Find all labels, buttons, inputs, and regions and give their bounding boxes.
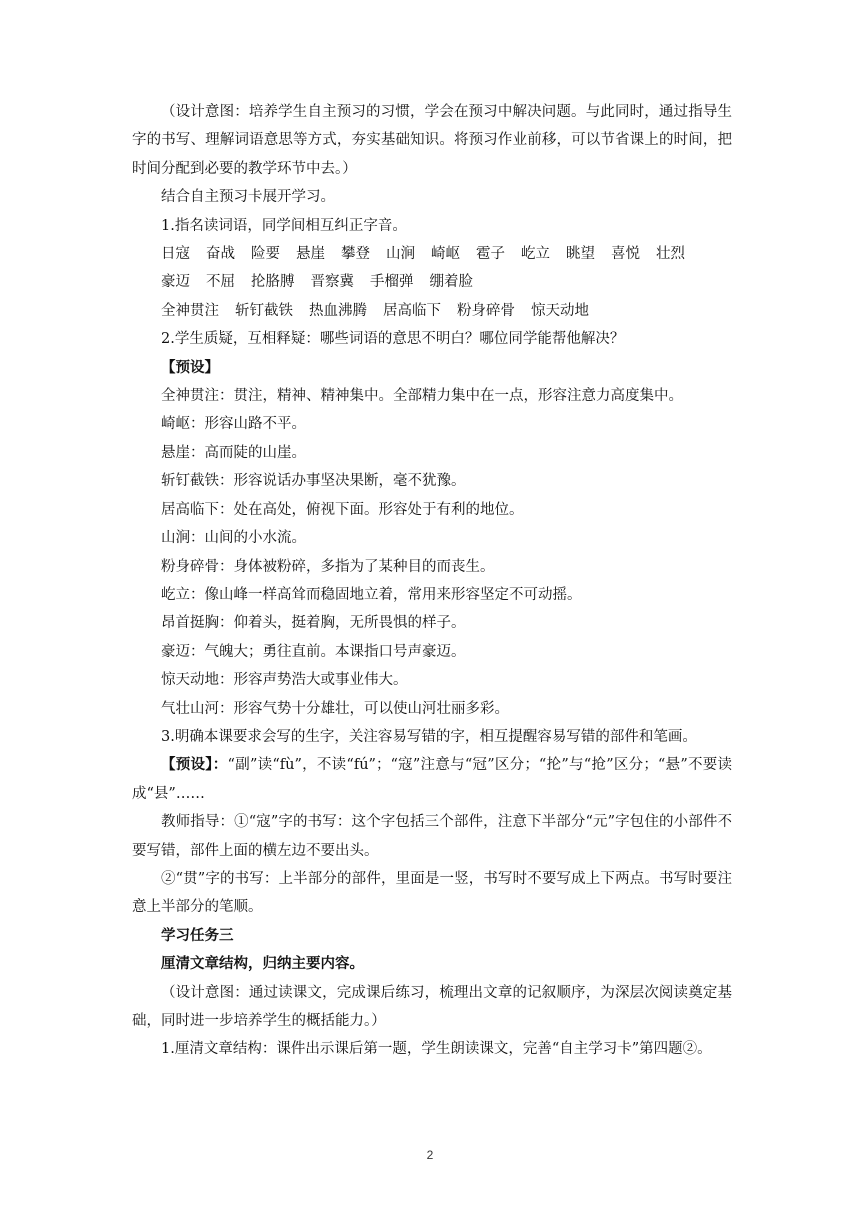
vocabulary-word: 晋察冀 bbox=[310, 274, 354, 291]
task-heading: 学习任务三 bbox=[161, 926, 234, 944]
definition-item: 屹立：像山峰一样高耸而稳固地立着，常用来形容坚定不可动摇。 bbox=[161, 586, 582, 603]
definition-item: 气壮山河：形容气势十分雄壮，可以使山河壮丽多彩。 bbox=[161, 700, 509, 717]
definitions-list bbox=[132, 382, 732, 723]
vocabulary-word: 攀登 bbox=[341, 246, 370, 263]
vocabulary-word: 豪迈 bbox=[161, 274, 190, 291]
vocabulary-word: 居高临下 bbox=[383, 302, 441, 319]
preset-label: 【预设】 bbox=[161, 358, 219, 376]
vocabulary-word: 险要 bbox=[251, 246, 280, 263]
vocabulary-word: 绷着脸 bbox=[429, 274, 473, 291]
vocabulary-word: 抡胳膊 bbox=[251, 274, 295, 291]
vocabulary-word: 眺望 bbox=[566, 246, 595, 263]
vocabulary-word: 热血沸腾 bbox=[309, 302, 367, 319]
vocabulary-word: 日寇 bbox=[161, 246, 190, 263]
definition-item: 山涧：山间的小水流。 bbox=[161, 530, 306, 547]
definition-item: 悬崖：高而陡的山崖。 bbox=[161, 444, 306, 461]
vocabulary-list bbox=[132, 240, 732, 325]
preset2-label: 【预设】： bbox=[161, 756, 228, 774]
definition-item: 粉身碎骨：身体被粉碎，多指为了某种目的而丧生。 bbox=[161, 558, 495, 575]
design-intent-2-paragraph: （设计意图：通过读课文，完成课后练习，梳理出文章的记叙顺序，为深层次阅读奠定基础，同时进一步培养学生的概括能力。） bbox=[132, 984, 732, 1029]
page-number: 2 bbox=[426, 1148, 434, 1162]
vocabulary-word: 不屈 bbox=[206, 274, 235, 291]
design-intent-paragraph: （设计意图：培养学生自主预习的习惯，学会在预习中解决问题。与此同时，通过指导生字的书写、理解词语意思等方式，夯实基础知识。将预习作业前移，可以节省课上的时间，把时间分配到必要的教学环节中去。） bbox=[132, 104, 732, 177]
definition-item: 豪迈：气魄大；勇往直前。本课指口号声豪迈。 bbox=[161, 643, 466, 660]
vocabulary-word: 喜悦 bbox=[611, 246, 640, 263]
vocabulary-word: 奋战 bbox=[206, 246, 235, 263]
preset2-paragraph bbox=[132, 751, 732, 808]
definition-item: 昂首挺胸：仰着头，挺着胸，无所畏惧的样子。 bbox=[161, 615, 466, 632]
vocabulary-word: 壮烈 bbox=[656, 246, 685, 263]
guide2-paragraph: ②“贯”字的书写：上半部分的部件，里面是一竖，书写时不要写成上下两点。书写时要注意上半部分的笔顺。 bbox=[132, 870, 732, 916]
definition-item: 惊天动地：形容声势浩大或事业伟大。 bbox=[161, 672, 408, 689]
definition-item: 崎岖：形容山路不平。 bbox=[161, 416, 306, 433]
vocabulary-word: 崎岖 bbox=[431, 246, 460, 263]
vocabulary-word: 惊天动地 bbox=[531, 302, 589, 319]
vocabulary-word: 悬崖 bbox=[296, 246, 325, 263]
vocabulary-word: 山涧 bbox=[386, 246, 415, 263]
step1-paragraph: 1.指名读词语，同学间相互纠正字音。 bbox=[161, 217, 407, 234]
vocabulary-word: 手榴弹 bbox=[370, 274, 414, 291]
intro-paragraph: 结合自主预习卡展开学习。 bbox=[161, 189, 335, 206]
vocabulary-row bbox=[132, 297, 732, 325]
task-subheading: 厘清文章结构，归纳主要内容。 bbox=[161, 955, 364, 973]
vocabulary-word: 粉身碎骨 bbox=[457, 302, 515, 319]
vocabulary-word: 斩钉截铁 bbox=[235, 302, 293, 319]
structure-step-paragraph: 1.厘清文章结构：课件出示课后第一题，学生朗读课文，完善“自主学习卡”第四题②。 bbox=[161, 1041, 712, 1058]
vocabulary-word: 全神贯注 bbox=[161, 302, 219, 319]
teacher-guide-paragraph: 教师指导：①“寇”字的书写：这个字包括三个部件，注意下半部分“元”字包住的小部件不要写错，部件上面的横左边不要出头。 bbox=[132, 814, 732, 859]
vocabulary-row bbox=[132, 268, 732, 296]
definition-item: 全神贯注：贯注，精神、精神集中。全部精力集中在一点，形容注意力高度集中。 bbox=[161, 388, 683, 405]
vocabulary-row bbox=[132, 240, 732, 268]
preset2-text: “副”读“fù”，不读“fú”；“寇”注意与“冠”区分；“抡”与“抢”区分；“悬”不要读成“县”…… bbox=[132, 757, 732, 802]
vocabulary-word: 雹子 bbox=[476, 246, 505, 263]
definition-item: 斩钉截铁：形容说话办事坚决果断，毫不犹豫。 bbox=[161, 473, 466, 490]
definition-item: 居高临下：处在高处，俯视下面。形容处于有利的地位。 bbox=[161, 501, 524, 518]
vocabulary-word: 屹立 bbox=[521, 246, 550, 263]
page-content bbox=[132, 98, 732, 1064]
step3-paragraph: 3.明确本课要求会写的生字，关注容易写错的字，相互提醒容易写错的部件和笔画。 bbox=[161, 728, 697, 745]
step2-paragraph: 2.学生质疑，互相释疑：哪些词语的意思不明白？哪位同学能帮他解决？ bbox=[161, 331, 625, 348]
